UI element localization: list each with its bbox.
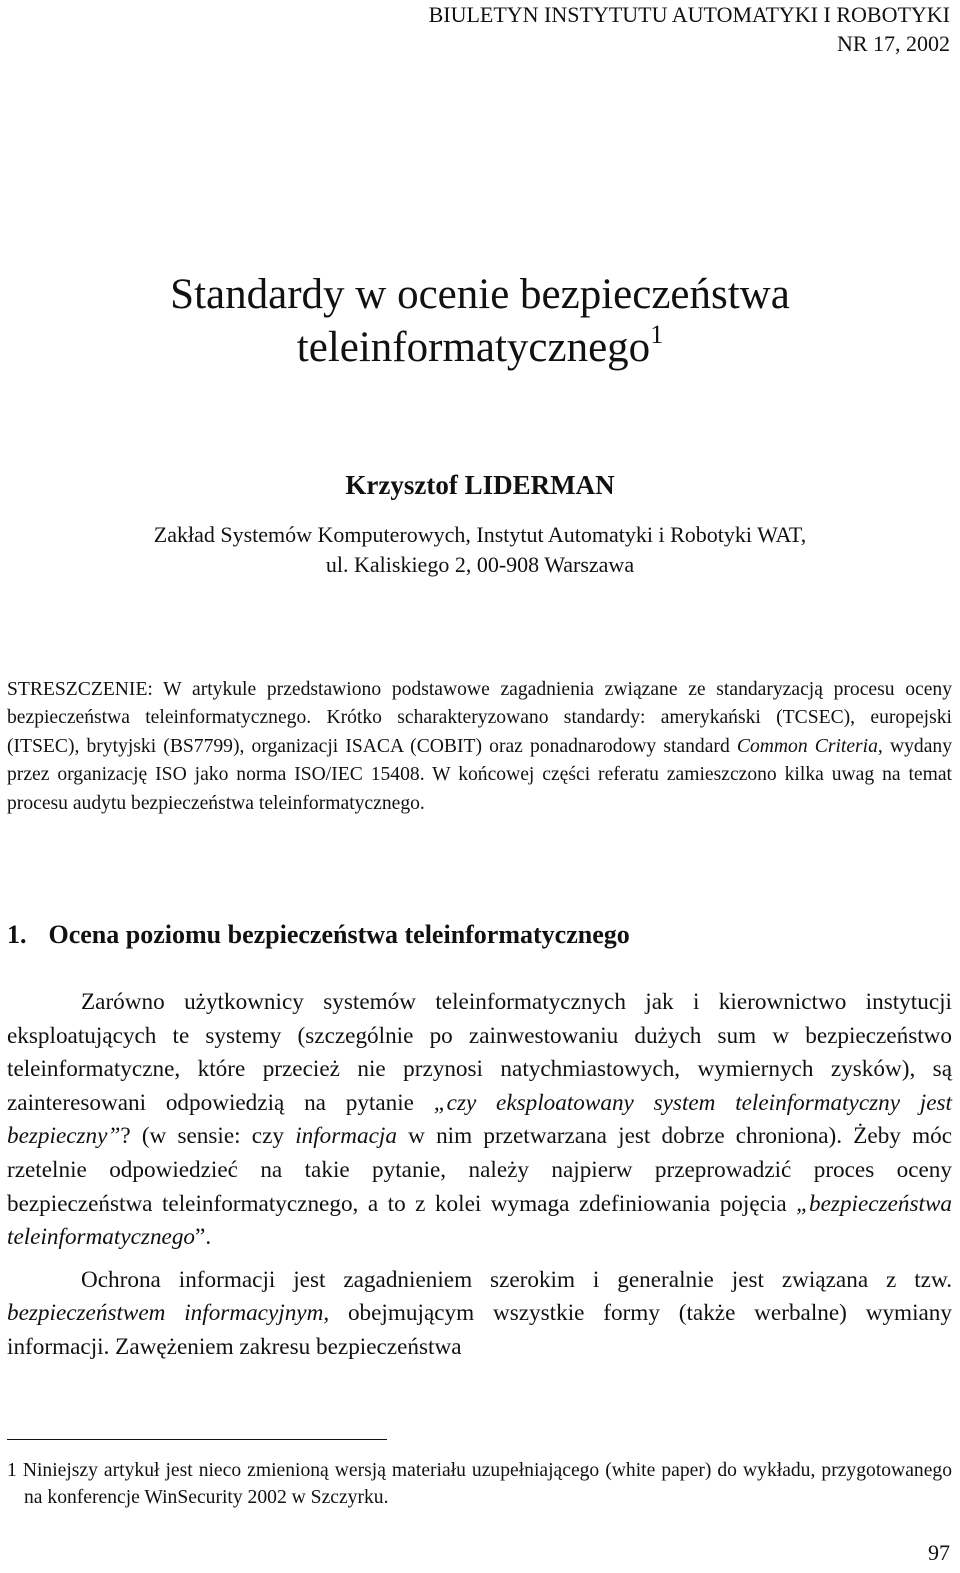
abstract-text-1: STRESZCZENIE: W artykule przedstawiono podstawowe zagadnienia związane ze standaryzacją procesu oceny bezpieczeństwa teleinformatycznego. Krótko scharakteryzowano standardy: amerykański (TCSEC), europejski (ITSEC), brytyjski (BS7799), organizacji ISACA (COBIT) oraz ponadnarodowy standard <box>7 679 952 757</box>
p1-italic-informacja: informacja <box>295 1123 397 1150</box>
abstract <box>7 676 952 818</box>
section-number: 1. <box>7 920 27 949</box>
section-title: Ocena poziomu bezpieczeństwa teleinformatycznego <box>48 920 630 949</box>
title-line-1: Standardy w ocenie bezpieczeństwa <box>170 271 790 318</box>
affiliation-line-1: Zakład Systemów Komputerowych, Instytut Automatyki i Robotyki WAT, <box>153 522 807 547</box>
p2-text-1: Ochrona informacji jest zagadnieniem szerokim i generalnie jest związana z tzw. <box>81 1266 952 1293</box>
p1-italic-term: „bezpieczeństwa teleinformatycznego <box>7 1190 952 1251</box>
p1-italic-question: „czy eksploatowany system teleinformatyczny jest bezpieczny” <box>7 1089 952 1150</box>
p1-text-3: w nim przetwarzana jest dobrze chroniona). Żeby móc rzetelnie odpowiedzieć na takie pytanie, należy najpierw przeprowadzić proces oceny bezpieczeństwa teleinformatycznego, a to z kolei wymaga zdefiniowania pojęcia <box>7 1123 952 1217</box>
p2-italic-term: bezpieczeństwem informacyjnym <box>7 1300 324 1327</box>
abstract-italic-term: Common Criteria <box>736 735 878 757</box>
affiliation-line-2: ul. Kaliskiego 2, 00-908 Warszawa <box>325 552 635 577</box>
running-header <box>429 0 950 58</box>
issue-number: NR 17, 2002 <box>836 31 950 56</box>
paragraph-2 <box>7 1264 952 1365</box>
footnote: 1 Niniejszy artykuł jest nieco zmienioną wersją materiału uzupełniającego (white paper) do wykładu, przygotowanego na konferencje WinSecurity 2002 w Szczyrku. <box>7 1460 952 1508</box>
p1-text-4: ”. <box>195 1224 212 1251</box>
paper-title <box>0 268 960 374</box>
page-number: 97 <box>928 1540 950 1565</box>
p2-text-2: , obejmującym wszystkie formy (także werbalne) wymiany informacji. Zawężeniem zakresu bezpieczeństwa <box>7 1300 952 1360</box>
body-text <box>7 986 952 1374</box>
section-heading-1 <box>7 920 630 950</box>
p1-text-2: ? (w sensie: czy <box>120 1123 296 1150</box>
title-line-2-text: teleinformatycznego <box>296 324 651 371</box>
title-line-2 <box>0 321 960 374</box>
author-name: Krzysztof LIDERMAN <box>345 470 615 500</box>
paragraph-1 <box>7 986 952 1255</box>
author-affiliation <box>0 520 960 580</box>
p1-text-1: Zarówno użytkownicy systemów teleinformatycznych jak i kierownictwo instytucji eksploatujących te systemy (szczególnie po zainwestowaniu dużych sum w bezpieczeństwo teleinformatyczne, które przecież nie przynosi natychmiastowych, wymiernych zysków), są zainteresowani odpowiedzią na pytanie <box>7 989 952 1116</box>
footnote-divider <box>7 1439 387 1440</box>
title-footnote-mark[interactable]: 1 <box>650 320 664 349</box>
abstract-text-2: , wydany przez organizację ISO jako norma ISO/IEC 15408. W końcowej części referatu zamieszczono kilka uwag na temat procesu audytu bezpieczeństwa teleinformatycznego. <box>7 735 952 814</box>
journal-name: BIULETYN INSTYTUTU AUTOMATYKI I ROBOTYKI <box>428 2 950 27</box>
